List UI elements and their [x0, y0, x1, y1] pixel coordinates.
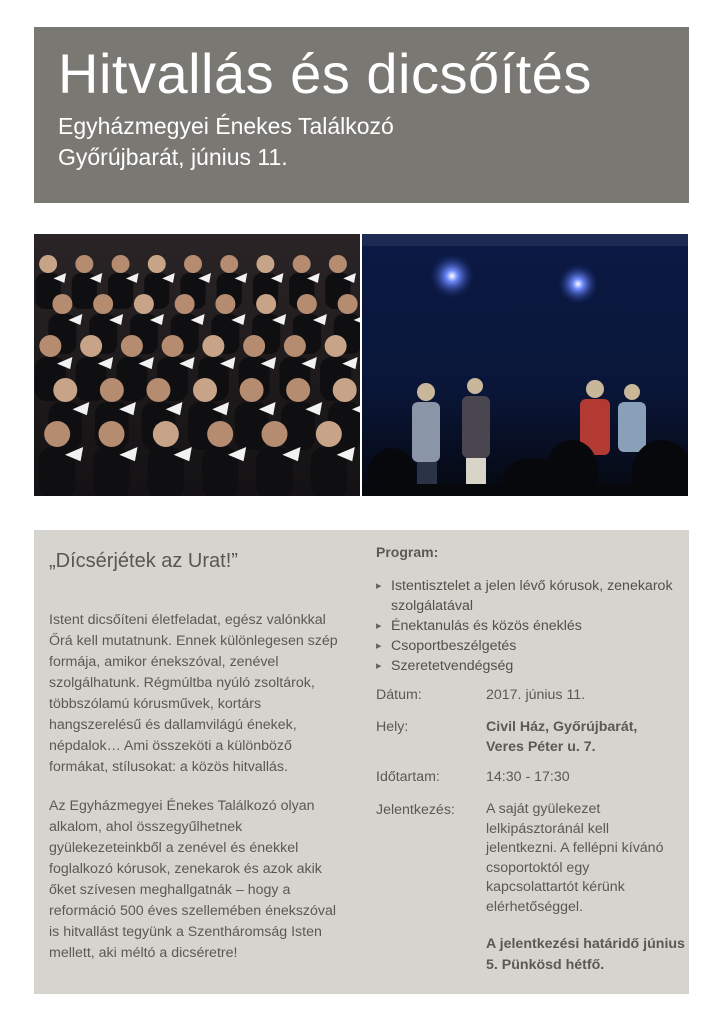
program-item: ▸ Istentisztelet a jelen lévő kórusok, zenekarok szolgálatával	[376, 576, 686, 616]
date-value: 2017. június 11.	[486, 687, 586, 703]
quote-heading: „Dícsérjétek az Urat!”	[49, 550, 238, 572]
event-subtitle: Egyházmegyei Énekes Találkozó	[58, 113, 394, 139]
choir-photo	[34, 234, 360, 496]
place-value: Civil Ház, Győrújbarát, Veres Péter u. 7.	[486, 719, 638, 755]
event-location-date: Győrújbarát, június 11.	[58, 144, 288, 170]
program-item: ▸ Csoportbeszélgetés	[376, 636, 686, 656]
program-item: ▸ Énektanulás és közös éneklés	[376, 616, 686, 636]
program-item: ▸ Szeretetvendégség	[376, 656, 686, 676]
registration-deadline: A jelentkezési határidő június 5. Pünkösd hétfő.	[486, 936, 685, 973]
date-label: Dátum:	[376, 687, 422, 703]
place-label: Hely:	[376, 719, 409, 735]
program-label: Program:	[376, 544, 439, 560]
program-list	[376, 576, 686, 676]
event-paragraph: Az Egyházmegyei Énekes Találkozó olyan alkalom, ahol összegyűlhetnek gyülekezeteinkből a zenével és énekkel foglalkozó kórusok, zenekarok és azok akik őket szívesen meghallgatnák – hogy a reformáció 500 éves szellemében énekszóval is hitvallást tegyünk a Szentháromság Isten mellett, aki méltó a dicséretre!	[49, 798, 337, 961]
header-banner	[34, 27, 689, 203]
info-panel	[34, 530, 689, 994]
band-photo	[362, 234, 688, 496]
duration-label: Időtartam:	[376, 769, 440, 785]
page-title: Hitvallás és dicsőítés	[58, 42, 592, 105]
registration-label: Jelentkezés:	[376, 802, 455, 818]
intro-paragraph: Istent dicsőíteni életfeladat, egész valónkkal Őrá kell mutatnunk. Ennek különlegesen szép formája, amikor énekszóval, zenével szolgálhatunk. Régmúltba nyúló zsoltárok, többszólamú kórusművek, kortárs hangszerelésű és dallamvilágú énekek, népdalok… Ami összeköti a különböző formákat, stílusokat: a közös hitvallás.	[49, 612, 338, 775]
duration-value: 14:30 - 17:30	[486, 769, 570, 785]
registration-value: A saját gyülekezet lelkipásztoránál kell jelentkezni. A fellépni kívánó csoportoktól egy kapcsolattartót kérünk elérhetőséggel.	[486, 801, 664, 915]
